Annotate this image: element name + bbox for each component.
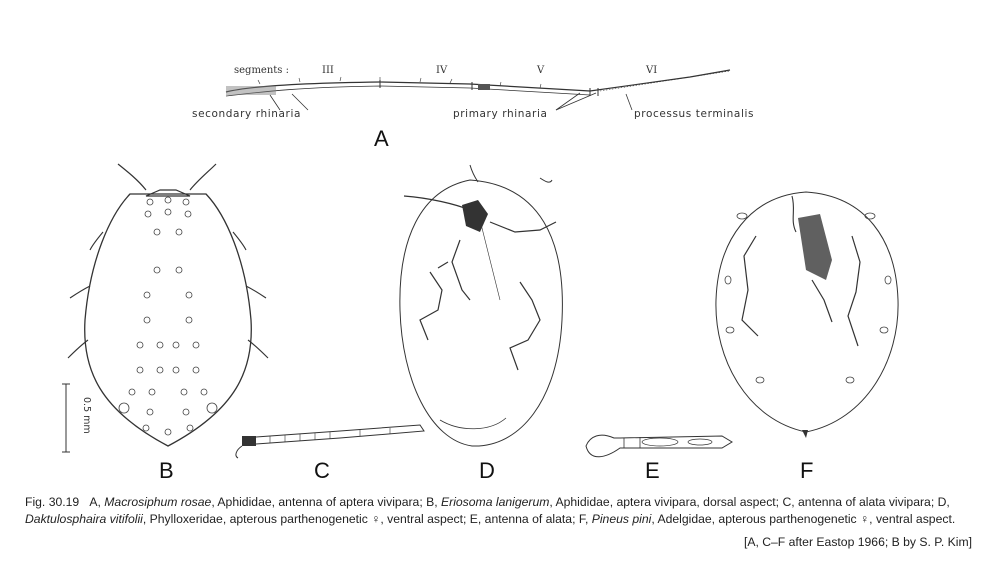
caption-text-run: , Aphididae, antenna of aptera vivipara; B, bbox=[211, 495, 441, 509]
caption-species-name: Daktulosphaira vitifolii bbox=[25, 512, 143, 526]
scale-bar-label: 0.5 mm bbox=[81, 397, 92, 434]
figure-caption bbox=[25, 494, 975, 528]
panel-e-antenna bbox=[586, 435, 732, 457]
caption-credit: [A, C–F after Eastop 1966; B by S. P. Kim] bbox=[743, 535, 972, 549]
segment-numeral-vi: VI bbox=[646, 65, 658, 76]
panel-letter-a: A bbox=[374, 126, 389, 151]
segment-numeral-iv: IV bbox=[436, 65, 448, 76]
panel-a-antenna bbox=[192, 65, 754, 151]
label-processus-terminalis: processus terminalis bbox=[634, 108, 755, 120]
caption-text bbox=[25, 495, 955, 526]
caption-text-run: , Adelgidae, apterous parthenogenetic ♀, ventral aspect. bbox=[651, 512, 956, 526]
caption-text-run: A, bbox=[89, 495, 105, 509]
panel-b-aphid-outline bbox=[68, 164, 268, 446]
panel-letter-c: C bbox=[314, 458, 330, 483]
panel-letter-b: B bbox=[159, 458, 174, 483]
figure-number: Fig. 30.19 bbox=[25, 495, 80, 509]
label-secondary-rhinaria: secondary rhinaria bbox=[192, 108, 302, 120]
scale-bar bbox=[62, 384, 92, 452]
panel-letter-f: F bbox=[800, 458, 814, 483]
caption-text-run: , Aphididae, aptera vivipara, dorsal aspect; C, antenna of alata vivipara; D, bbox=[549, 495, 950, 509]
segment-numeral-iii: III bbox=[322, 65, 334, 76]
caption-species-name: Pineus pini bbox=[591, 512, 652, 526]
segments-label: segments : bbox=[234, 65, 289, 76]
caption-text-run: , Phylloxeridae, apterous parthenogenetic ♀, ventral aspect; E, antenna of alata; F, bbox=[142, 512, 592, 526]
segment-numeral-v: V bbox=[537, 65, 545, 76]
panel-c-antenna bbox=[236, 425, 424, 458]
caption-species-name: Eriosoma lanigerum bbox=[441, 495, 550, 509]
panel-d-phylloxera bbox=[400, 165, 563, 446]
panel-f-adelgid bbox=[716, 192, 898, 438]
panel-letter-d: D bbox=[479, 458, 495, 483]
label-primary-rhinaria: primary rhinaria bbox=[453, 108, 548, 120]
panel-letter-e: E bbox=[645, 458, 660, 483]
caption-species-name: Macrosiphum rosae bbox=[104, 495, 212, 509]
